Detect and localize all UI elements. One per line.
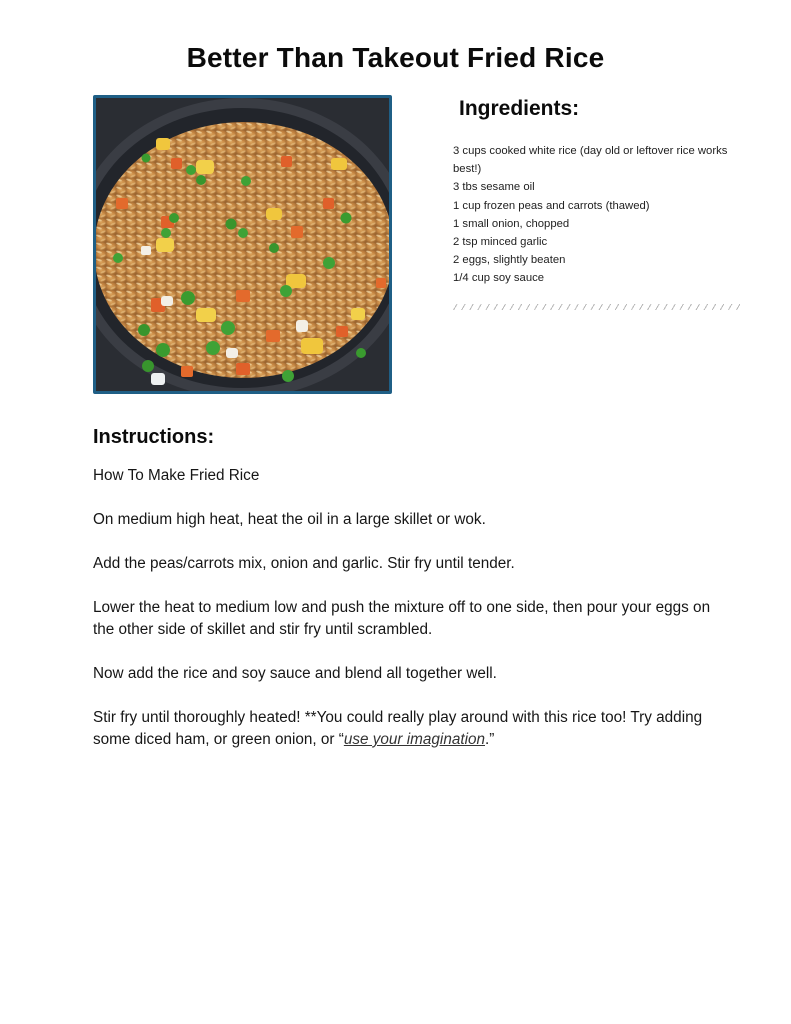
instructions-subtitle: How To Make Fried Rice	[93, 467, 260, 484]
final-step-closing: .”	[485, 731, 495, 748]
instruction-step: Add the peas/carrots mix, onion and garlic. Stir fry until tender.	[93, 555, 515, 572]
ingredient-item: 2 eggs, slightly beaten	[453, 254, 566, 267]
ingredients-list	[453, 142, 743, 288]
instruction-final-step	[93, 707, 713, 751]
ingredient-item: 3 tbs sesame oil	[453, 181, 535, 194]
instruction-step: On medium high heat, heat the oil in a large skillet or wok.	[93, 511, 486, 528]
ingredient-item: 2 tsp minced garlic	[453, 236, 548, 249]
fried-rice-photo	[93, 95, 392, 394]
instructions-heading: Instructions:	[93, 426, 215, 448]
ingredient-item: 1/4 cup soy sauce	[453, 272, 545, 285]
fried-rice-image	[96, 98, 389, 391]
ingredient-item: 1 cup frozen peas and carrots (thawed)	[453, 199, 650, 212]
emphasized-phrase: use your imagination	[343, 731, 485, 748]
instructions-body	[93, 465, 713, 773]
recipe-title: Better Than Takeout Fried Rice	[186, 42, 605, 73]
ingredient-item: 3 cups cooked white rice (day old or leftover rice works best!)	[453, 145, 728, 176]
ingredients-heading: Ingredients:	[459, 97, 580, 120]
decorative-divider	[453, 304, 740, 310]
ingredient-item: 1 small onion, chopped	[453, 217, 570, 230]
instruction-step: Now add the rice and soy sauce and blend all together well.	[93, 665, 497, 682]
final-step-text: Stir fry until thoroughly heated! **You could really play around with this rice too! Try adding some diced ham, or green onion, or “	[93, 709, 703, 748]
instruction-step: Lower the heat to medium low and push the mixture off to one side, then pour your eggs on the other side of skillet and stir fry until scrambled.	[93, 599, 711, 638]
